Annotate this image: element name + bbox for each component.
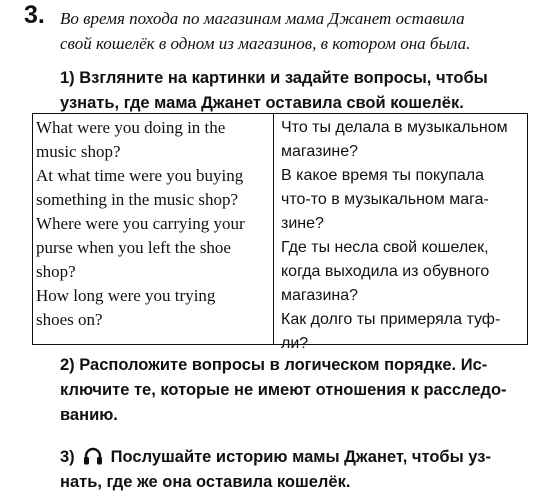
step-2-line: 2) Расположите вопросы в логическом порядке. Ис- — [60, 356, 488, 374]
step-3-instruction — [60, 445, 491, 495]
english-line: Where were you carrying your — [36, 214, 245, 233]
russian-line: ли? — [281, 335, 309, 352]
russian-line: Как долго ты примеряла туф- — [281, 311, 501, 328]
step-1-instruction — [60, 66, 488, 116]
english-line: What were you doing in the — [36, 118, 226, 137]
headphones-icon — [83, 447, 103, 465]
step-3-line: нать, где же она оставила кошелёк. — [60, 473, 351, 491]
step-3-prefix: 3) — [60, 448, 75, 466]
english-line: something in the music shop? — [36, 190, 239, 209]
step-3-text: Послушайте историю мамы Джанет, чтобы уз- — [110, 448, 491, 466]
step-1-line: 1) Взгляните на картинки и задайте вопросы, чтобы — [60, 69, 488, 87]
english-questions-column — [36, 116, 270, 332]
questions-table — [32, 113, 528, 352]
step-3-line — [60, 445, 491, 470]
russian-line: когда выходила из обувного — [281, 263, 490, 280]
english-line: music shop? — [36, 142, 121, 161]
russian-line: В какое время ты покупала — [281, 167, 485, 184]
step-2-instruction — [60, 353, 507, 428]
step-2-line: ключите те, которые не имеют отношения к расследо- — [60, 381, 507, 399]
column-divider — [273, 114, 274, 344]
russian-questions-column — [281, 116, 521, 356]
step-1-line: узнать, где мама Джанет оставила свой кошелёк. — [60, 94, 464, 112]
task-intro — [60, 6, 530, 56]
english-line: How long were you trying — [36, 286, 216, 305]
russian-line: зине? — [281, 215, 324, 232]
english-line: shoes on? — [36, 310, 103, 329]
intro-line: Во время похода по магазинам мама Джанет оставила — [60, 9, 465, 28]
english-line: At what time were you buying — [36, 166, 244, 185]
russian-line: Где ты несла свой кошелек, — [281, 239, 489, 256]
russian-line: магазине? — [281, 143, 359, 160]
english-line: shop? — [36, 262, 76, 281]
russian-line: Что ты делала в музыкальном — [281, 119, 508, 136]
intro-line: свой кошелёк в одном из магазинов, в котором она была. — [60, 34, 471, 53]
russian-line: что-то в музыкальном мага- — [281, 191, 489, 208]
english-line: purse when you left the shoe — [36, 238, 231, 257]
russian-line: магазина? — [281, 287, 359, 304]
task-number: 3. — [24, 1, 45, 29]
step-2-line: ванию. — [60, 406, 118, 424]
